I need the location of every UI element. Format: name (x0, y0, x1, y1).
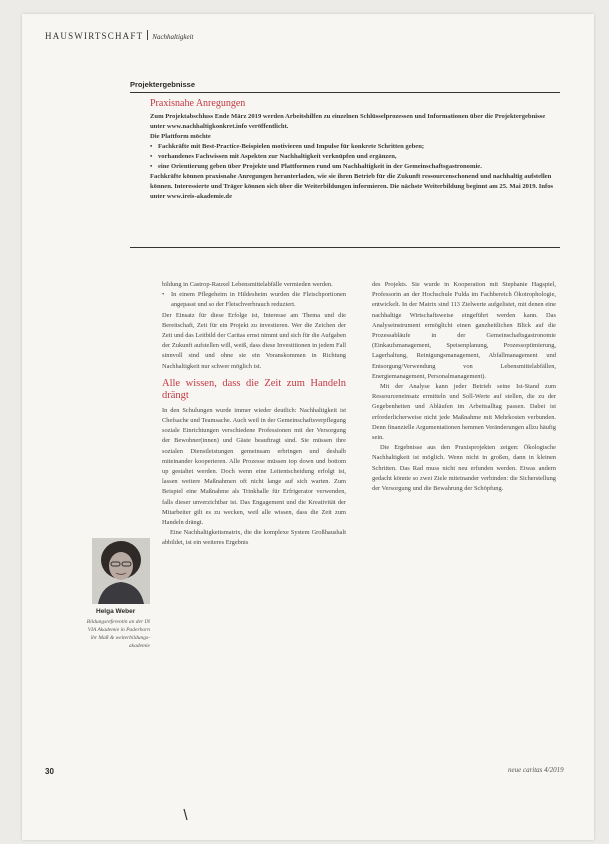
box-heading: Praxisnahe Anregungen (150, 98, 246, 109)
bullet-paragraph: • In einem Pflegeheim in Hildesheim wurden die Fleischportionen angepasst und so der Fleischverbrauch reduziert. (162, 290, 346, 310)
box-bottom-rule (130, 247, 560, 248)
author-caption: Bildungsreferentin an der IN VIA Akademie in Paderborn ihr Maß & weiterbildungs-akademie (86, 619, 150, 649)
paragraph: In den Schulungen wurde immer wieder deutlich: Nachhaltigkeit ist Chefsache und Teamsache. Auch weil in der Gemeinschaftsverpflegung soziale Einrichtungen verschiedene Professionen mit der Versorgung der Bewohner(innen) und Gäste beauftragt sind. Sie müssen ihre sozialen Dienstleistungen gemeinsam erbringen und deshalb miteinander kooperieren. Alle Prozesse müssen top down und bottom up gestaltet werden. Doch wenn eine Leitentscheidung erfolgt ist, lassen weitere Maßnahmen oft nicht lange auf sich warten. Zum Beispiel eine Maßnahme als Trinkhalle für Erfrigerator verwenden, falls dieser unverzichtbar ist. Das Engagement und die Kreativität der Mitarbeiter gilt es zu wecken, weil alle wissen, dass die Zeit zum Handeln drängt. (162, 406, 346, 527)
paragraph: Die Ergebnisse aus den Praxisprojekten zeigen: Ökologische Nachhaltigkeit ist möglich. Wenn nicht in großen, dann in kleinen Schritten. Das Rad muss nicht neu erfunden werden. Etwas andern gedacht könnte so zwei Ziele miteinander verbinden: die Sicherstellung der Versorgung und die Bewahrung der Schöpfung. (372, 444, 556, 493)
subsection-label: Nachhaltigkeit (152, 33, 194, 41)
box-list (150, 142, 560, 172)
section-label: HAUSWIRTSCHAFT (45, 31, 144, 41)
paragraph: Mit der Analyse kann jeder Betrieb seine Ist-Stand zum Ressourceneinsatz ermitteln und Soll-Werte auf stellen, die zu der Gegebenheiten und Abläufen im Arbeitsalltag passen. Dabei ist erforderlicherweise nicht jede Maßnahme mit Mehrkosten verbunden. Denn finanzielle Argumentationen hemmen Veränderungen allzu häufig sein. (372, 383, 556, 442)
paragraph: Eine Nachhaltigkeitsmatrix, die die komplexe System Großhaushalt abbildet, ist ein weiteres Ergebnis (162, 529, 346, 547)
author-name: Helga Weber (96, 608, 136, 615)
info-box-body (150, 112, 560, 202)
box-list-item: • Fachkräfte mit Best-Practice-Beispielen motivieren und Impulse für konkrete Schritten geben; (150, 142, 560, 152)
right-column (372, 280, 556, 494)
box-top-rule (130, 92, 560, 93)
box-list-item: • vorhandenes Fachwissen mit Aspekten zur Nachhaltigkeit verknüpfen und ergänzen, (150, 152, 560, 162)
page-number: 30 (45, 767, 54, 776)
box-closing: Fachkräfte können praxisnahe Anregungen heranterladen, wie sie ihren Betrieb für die Zukunft ressourcenschonend und nachhaltig aufstellen können. Interessierte und Träger können sich über die Weiterbildungen informieren. Die nächste Weiterbildung beginnt am 25. Mai 2019. Infos unter www.ireis-akademie.de (150, 173, 554, 200)
magazine-footer: neue caritas 4/2019 (508, 766, 564, 774)
paragraph: Der Einsatz für diese Erfolge ist, Interesse am Thema und die Bereitschaft, Zeit für ein Projekt zu investieren. Wer die Zeichen der Zeit und das Leitbild der Caritas ernst nimmt und sich für die Aufgaben der Zukunft aufstellen will, weiß, dass diese Investitionen in jedem Fall sinnvoll sind und ohne sie ein Voranskommen in Richtung Nachhaltigkeit nur schwer möglich ist. (162, 311, 346, 370)
paragraph: bildung in Castrop-Rauxel Lebensmittelabfälle vermieden werden. (162, 281, 333, 288)
box-intro: Zum Projektabschluss Ende März 2019 werden Arbeitshilfen zu einzelnen Schlüsselprozessen und Informationen über die Projektergebnisse unter www.nachhaltigkonkret.info veröffentlicht. (150, 113, 546, 130)
box-list-item: • eine Orientierung geben über Projekte und Plattformen rund um Nachhaltigkeit in der Gemeinschaftsgastronomie. (150, 162, 560, 172)
box-title: Projektergebnisse (130, 80, 196, 89)
paragraph: des Projekts. Sie wurde in Kooperation mit Stephanie Hagspiel, Professorin an der Hochschule Fulda im Fachbereich Ökotrophologie, entwickelt. In der Matrix sind 113 Zielwerte aufgelistet, mit denen eine nachhaltige Wirtschaftsweise eingeführt werden kann. Das Analyseinstrument ermöglicht einen ganzheitlichen Blick auf die Prozessabläufe in der Gemeinschaftsgastronomie (Einkaufsmanagement, Speisenplanung, Prozessoptimierung, Lagerhaltung, Reinigungsmanagement, Abfallmanagement und Entsorgung/Verwendung von Lebensmittelabfällen, Energiemanagement, Personalmanagement). (372, 281, 556, 380)
running-header (45, 30, 194, 41)
pen-mark-icon (183, 808, 189, 822)
left-column (162, 280, 346, 549)
box-list-intro: Die Plattform möchte (150, 133, 211, 140)
portrait-image (92, 538, 150, 604)
section-heading: Alle wissen, dass die Zeit zum Handeln drängt (162, 377, 346, 401)
author-photo (92, 538, 150, 604)
header-divider (147, 30, 148, 40)
